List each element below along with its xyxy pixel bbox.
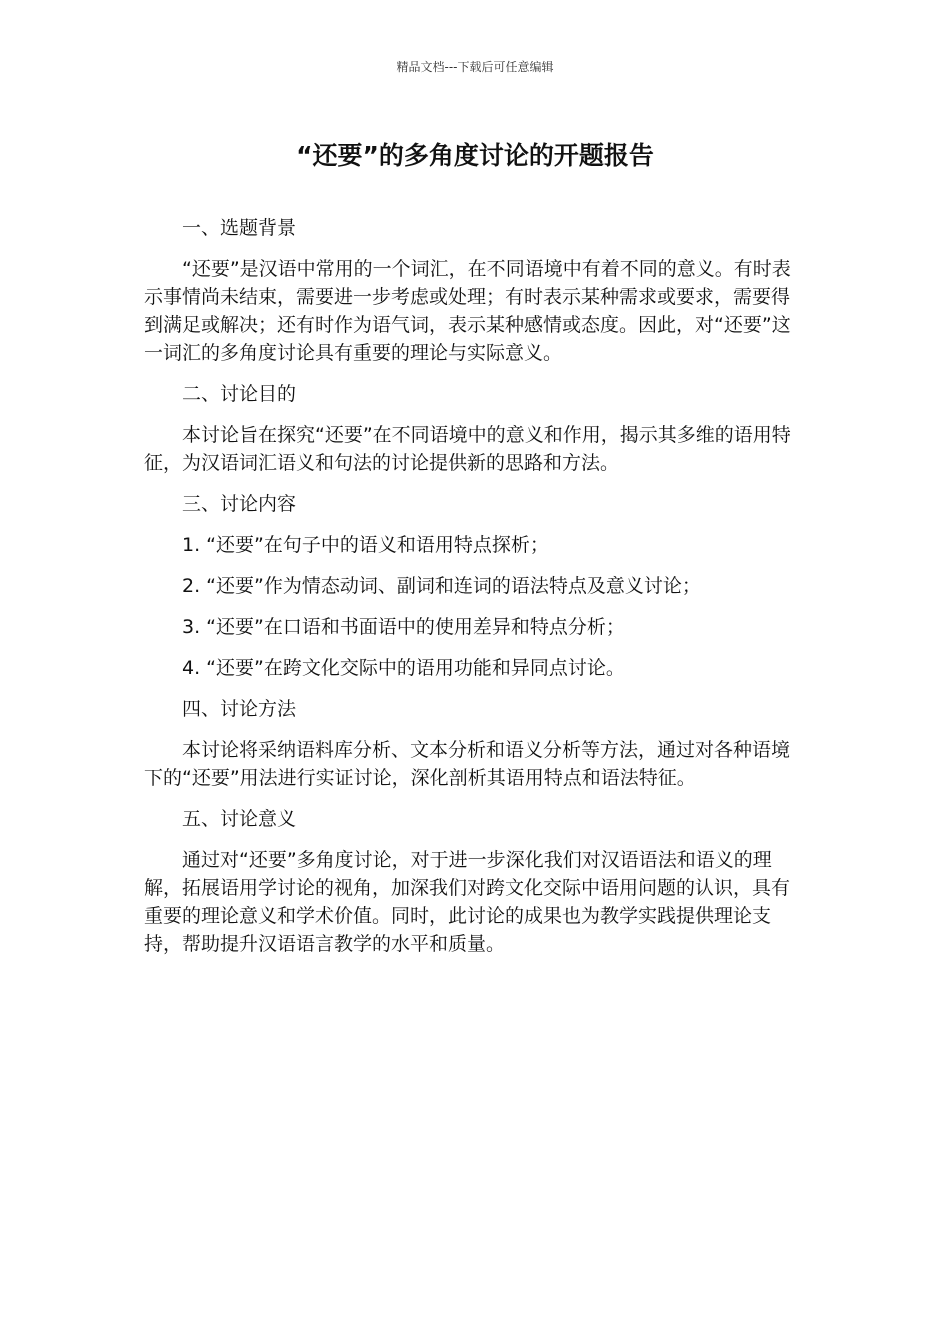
section-paragraph-purpose: 本讨论旨在探究“还要”在不同语境中的意义和作用，揭示其多维的语用特征，为汉语词汇语义和句法的讨论提供新的思路和方法。 (144, 424, 791, 474)
section-heading-content: 三、讨论内容 (182, 493, 297, 515)
page-header: 精品文档---下载后可任意编辑 (396, 60, 554, 74)
section-heading-background: 一、选题背景 (182, 217, 297, 239)
section-heading-method: 四、讨论方法 (182, 698, 297, 720)
section-paragraph-background: “还要”是汉语中常用的一个词汇，在不同语境中有着不同的意义。有时表示事情尚未结束，需要进一步考虑或处理；有时表示某种需求或要求，需要得到满足或解决；还有时作为语气词，表示某种感情或态度。因此，对“还要”这一词汇的多角度讨论具有重要的理论与实际意义。 (144, 258, 791, 364)
section-paragraph-significance: 通过对“还要”多角度讨论，对于进一步深化我们对汉语语法和语义的理解，拓展语用学讨论的视角，加深我们对跨文化交际中语用问题的认识，具有重要的理论意义和学术价值。同时，此讨论的成果也为教学实践提供理论支持，帮助提升汉语语言教学的水平和质量。 (144, 849, 791, 955)
content-list-item: 4. “还要”在跨文化交际中的语用功能和异同点讨论。 (182, 657, 625, 679)
section-heading-purpose: 二、讨论目的 (182, 383, 297, 405)
document-title: “还要”的多角度讨论的开题报告 (296, 141, 654, 170)
document-body (144, 214, 794, 971)
section-heading-significance: 五、讨论意义 (182, 808, 297, 830)
content-list-item: 1. “还要”在句子中的语义和语用特点探析； (182, 534, 549, 556)
content-list-item: 3. “还要”在口语和书面语中的使用差异和特点分析； (182, 616, 625, 638)
content-list-item: 2. “还要”作为情态动词、副词和连词的语法特点及意义讨论； (182, 575, 701, 597)
section-paragraph-method: 本讨论将采纳语料库分析、文本分析和语义分析等方法，通过对各种语境下的“还要”用法进行实证讨论，深化剖析其语用特点和语法特征。 (144, 739, 791, 789)
